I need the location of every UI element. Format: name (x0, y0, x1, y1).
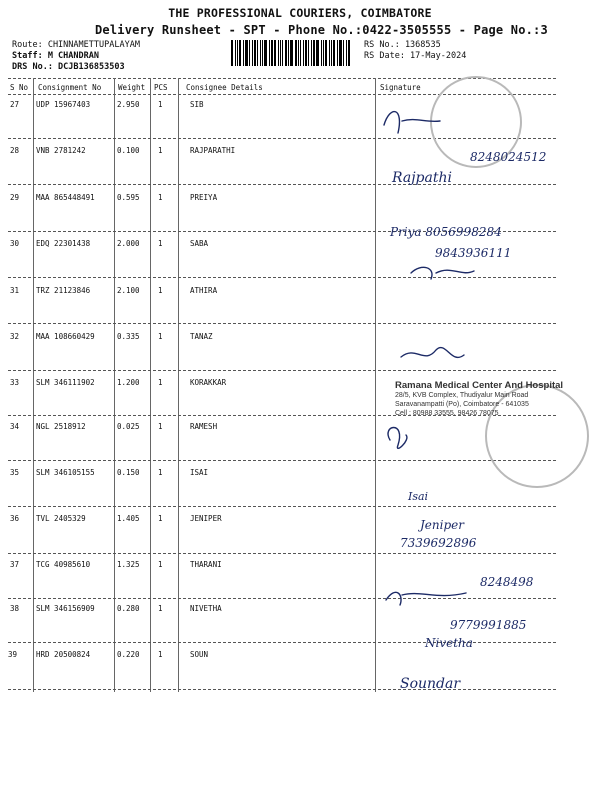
barcode-bar (280, 40, 281, 66)
row-pcs: 1 (158, 378, 163, 387)
row-consignment: SLM 346111902 (36, 378, 95, 387)
handwritten-signature: Nivetha (425, 636, 473, 650)
barcode-bar (337, 40, 338, 66)
row-consignment: NGL 2518912 (36, 422, 86, 431)
row-sno: 32 (10, 332, 20, 341)
handwritten-signature: Priya 8056998284 (390, 225, 502, 239)
row-weight: 1.325 (117, 560, 140, 569)
rs-date: RS Date: 17-May-2024 (364, 51, 467, 61)
row-weight: 2.100 (117, 286, 140, 295)
barcode-bar (311, 40, 312, 66)
col-weight-header: Weight (118, 83, 146, 92)
barcode-bar (321, 40, 322, 66)
barcode-bar (295, 40, 297, 66)
barcode-bar (339, 40, 342, 66)
row-consignment: TCG 40985610 (36, 560, 91, 569)
signature-scribble (384, 112, 440, 133)
row-consignee: SOUN (190, 650, 209, 659)
barcode-bar (313, 40, 315, 66)
row-pcs: 1 (158, 468, 163, 477)
barcode-bar (262, 40, 263, 66)
barcode-bar (300, 40, 301, 66)
row-weight: 0.100 (117, 146, 140, 155)
row-consignment: MAA 108660429 (36, 332, 95, 341)
barcode-bar (269, 40, 270, 66)
row-consignee: ISAI (190, 468, 209, 477)
barcode-bar (333, 40, 335, 66)
row-weight: 1.200 (117, 378, 140, 387)
row-consignee: ATHIRA (190, 286, 218, 295)
col-consignee-header: Consignee Details (186, 83, 263, 92)
row-consignment: SLM 346105155 (36, 468, 95, 477)
barcode-bar (323, 40, 324, 66)
barcode-bar (245, 40, 248, 66)
barcode-bar (305, 40, 307, 66)
barcode-bar (257, 40, 258, 66)
row-pcs: 1 (158, 650, 163, 659)
row-sno: 33 (10, 378, 20, 387)
row-weight: 0.280 (117, 604, 140, 613)
stamp-line: 28/5, KVB Complex, Thudiyalur Main Road (395, 392, 529, 399)
col-sno-header: S No (10, 83, 29, 92)
row-weight: 2.950 (117, 100, 140, 109)
row-sno: 37 (10, 560, 20, 569)
row-sno: 31 (10, 286, 20, 295)
handwritten-phone: 9779991885 (450, 618, 527, 632)
barcode-bar (243, 40, 244, 66)
row-pcs: 1 (158, 286, 163, 295)
row-pcs: 1 (158, 514, 163, 523)
rs-number: RS No.: 1368535 (364, 40, 441, 50)
row-consignment: HRD 20500824 (36, 650, 91, 659)
handwritten-signature: Soundar (400, 676, 461, 692)
handwritten-signature: Rajpathi (392, 170, 452, 186)
barcode-bar (343, 40, 344, 66)
row-consignment: SLM 346156909 (36, 604, 95, 613)
barcode-bar (316, 40, 319, 66)
barcode-bar (348, 40, 350, 66)
row-consignee: PREIYA (190, 193, 218, 202)
barcode-bar (249, 40, 250, 66)
row-consignment: EDQ 22301438 (36, 239, 91, 248)
row-pcs: 1 (158, 193, 163, 202)
row-consignee: TANAZ (190, 332, 213, 341)
col-consignment-header: Consignment No (38, 83, 102, 92)
barcode (231, 40, 357, 66)
drs-label: DRS No.: DCJB136853503 (12, 62, 125, 72)
row-sno: 39 (8, 650, 18, 659)
row-consignment: VNB 2781242 (36, 146, 86, 155)
row-consignment: TRZ 21123846 (36, 286, 91, 295)
route-label: Route: CHINNAMETTUPALAYAM (12, 40, 140, 50)
row-pcs: 1 (158, 239, 163, 248)
row-pcs: 1 (158, 146, 163, 155)
row-consignee: NIVETHA (190, 604, 222, 613)
handwritten-signature: Isai (408, 490, 429, 503)
row-consignment: UDP 15967403 (36, 100, 91, 109)
row-pcs: 1 (158, 422, 163, 431)
row-weight: 2.000 (117, 239, 140, 248)
row-pcs: 1 (158, 560, 163, 569)
barcode-bar (331, 40, 332, 66)
signature-scribble (388, 428, 407, 449)
row-sno: 36 (10, 514, 20, 523)
row-sno: 34 (10, 422, 20, 431)
row-pcs: 1 (158, 604, 163, 613)
staff-label: Staff: M CHANDRAN (12, 51, 99, 61)
barcode-bar (254, 40, 256, 66)
row-sno: 35 (10, 468, 20, 477)
row-consignee: KORAKKAR (190, 378, 227, 387)
handwritten-phone: 8248498 (480, 575, 534, 589)
row-consignee: RAJPARATHI (190, 146, 236, 155)
barcode-bar (298, 40, 299, 66)
row-pcs: 1 (158, 100, 163, 109)
row-consignee: SABA (190, 239, 209, 248)
col-signature-header: Signature (380, 83, 421, 92)
row-consignee: JENIPER (190, 514, 222, 523)
barcode-bar (271, 40, 273, 66)
handwritten-signature: Jeniper (420, 518, 464, 532)
row-consignee: SIB (190, 100, 204, 109)
stamp-line: Cell : 80988 33555, 98426 78075 (395, 410, 499, 417)
barcode-bar (274, 40, 276, 66)
barcode-bar (308, 40, 309, 66)
barcode-bar (346, 40, 347, 66)
row-consignee: RAMESH (190, 422, 218, 431)
barcode-bar (237, 40, 238, 66)
row-consignee: THARANI (190, 560, 222, 569)
barcode-bar (303, 40, 304, 66)
row-sno: 30 (10, 239, 20, 248)
row-weight: 0.335 (117, 332, 140, 341)
row-weight: 1.405 (117, 514, 140, 523)
barcode-bar (278, 40, 279, 66)
barcode-bar (329, 40, 330, 66)
signature-scribble (386, 592, 466, 605)
barcode-bar (231, 40, 233, 66)
barcode-bar (264, 40, 267, 66)
barcode-bar (290, 40, 293, 66)
signature-scribble (411, 267, 474, 279)
row-weight: 0.220 (117, 650, 140, 659)
col-pcs-header: PCS (154, 83, 168, 92)
barcode-bar (260, 40, 261, 66)
row-weight: 0.025 (117, 422, 140, 431)
barcode-bar (282, 40, 283, 66)
runsheet-subtitle: Delivery Runsheet - SPT - Phone No.:0422-3505555 - Page No.:3 (95, 23, 548, 37)
barcode-bar (235, 40, 236, 66)
handwritten-phone: 7339692896 (400, 536, 477, 550)
row-consignment: TVL 2405329 (36, 514, 86, 523)
row-sno: 29 (10, 193, 20, 202)
handwritten-phone: 8248024512 (470, 150, 547, 164)
row-consignment: MAA 865448491 (36, 193, 95, 202)
stamp-name: Ramana Medical Center And Hospital (395, 380, 564, 391)
signature-scribble (401, 348, 464, 358)
row-pcs: 1 (158, 332, 163, 341)
barcode-bar (252, 40, 253, 66)
barcode-bar (325, 40, 327, 66)
barcode-bar (285, 40, 287, 66)
row-weight: 0.595 (117, 193, 140, 202)
stamp-line: Saravanampatti (Po), Coimbatore - 641035 (395, 401, 529, 408)
row-sno: 28 (10, 146, 20, 155)
barcode-bar (288, 40, 289, 66)
barcode-bar (239, 40, 241, 66)
row-sno: 27 (10, 100, 20, 109)
row-sno: 38 (10, 604, 20, 613)
row-weight: 0.150 (117, 468, 140, 477)
company-title: THE PROFESSIONAL COURIERS, COIMBATORE (168, 6, 432, 20)
handwritten-phone: 9843936111 (435, 246, 512, 260)
